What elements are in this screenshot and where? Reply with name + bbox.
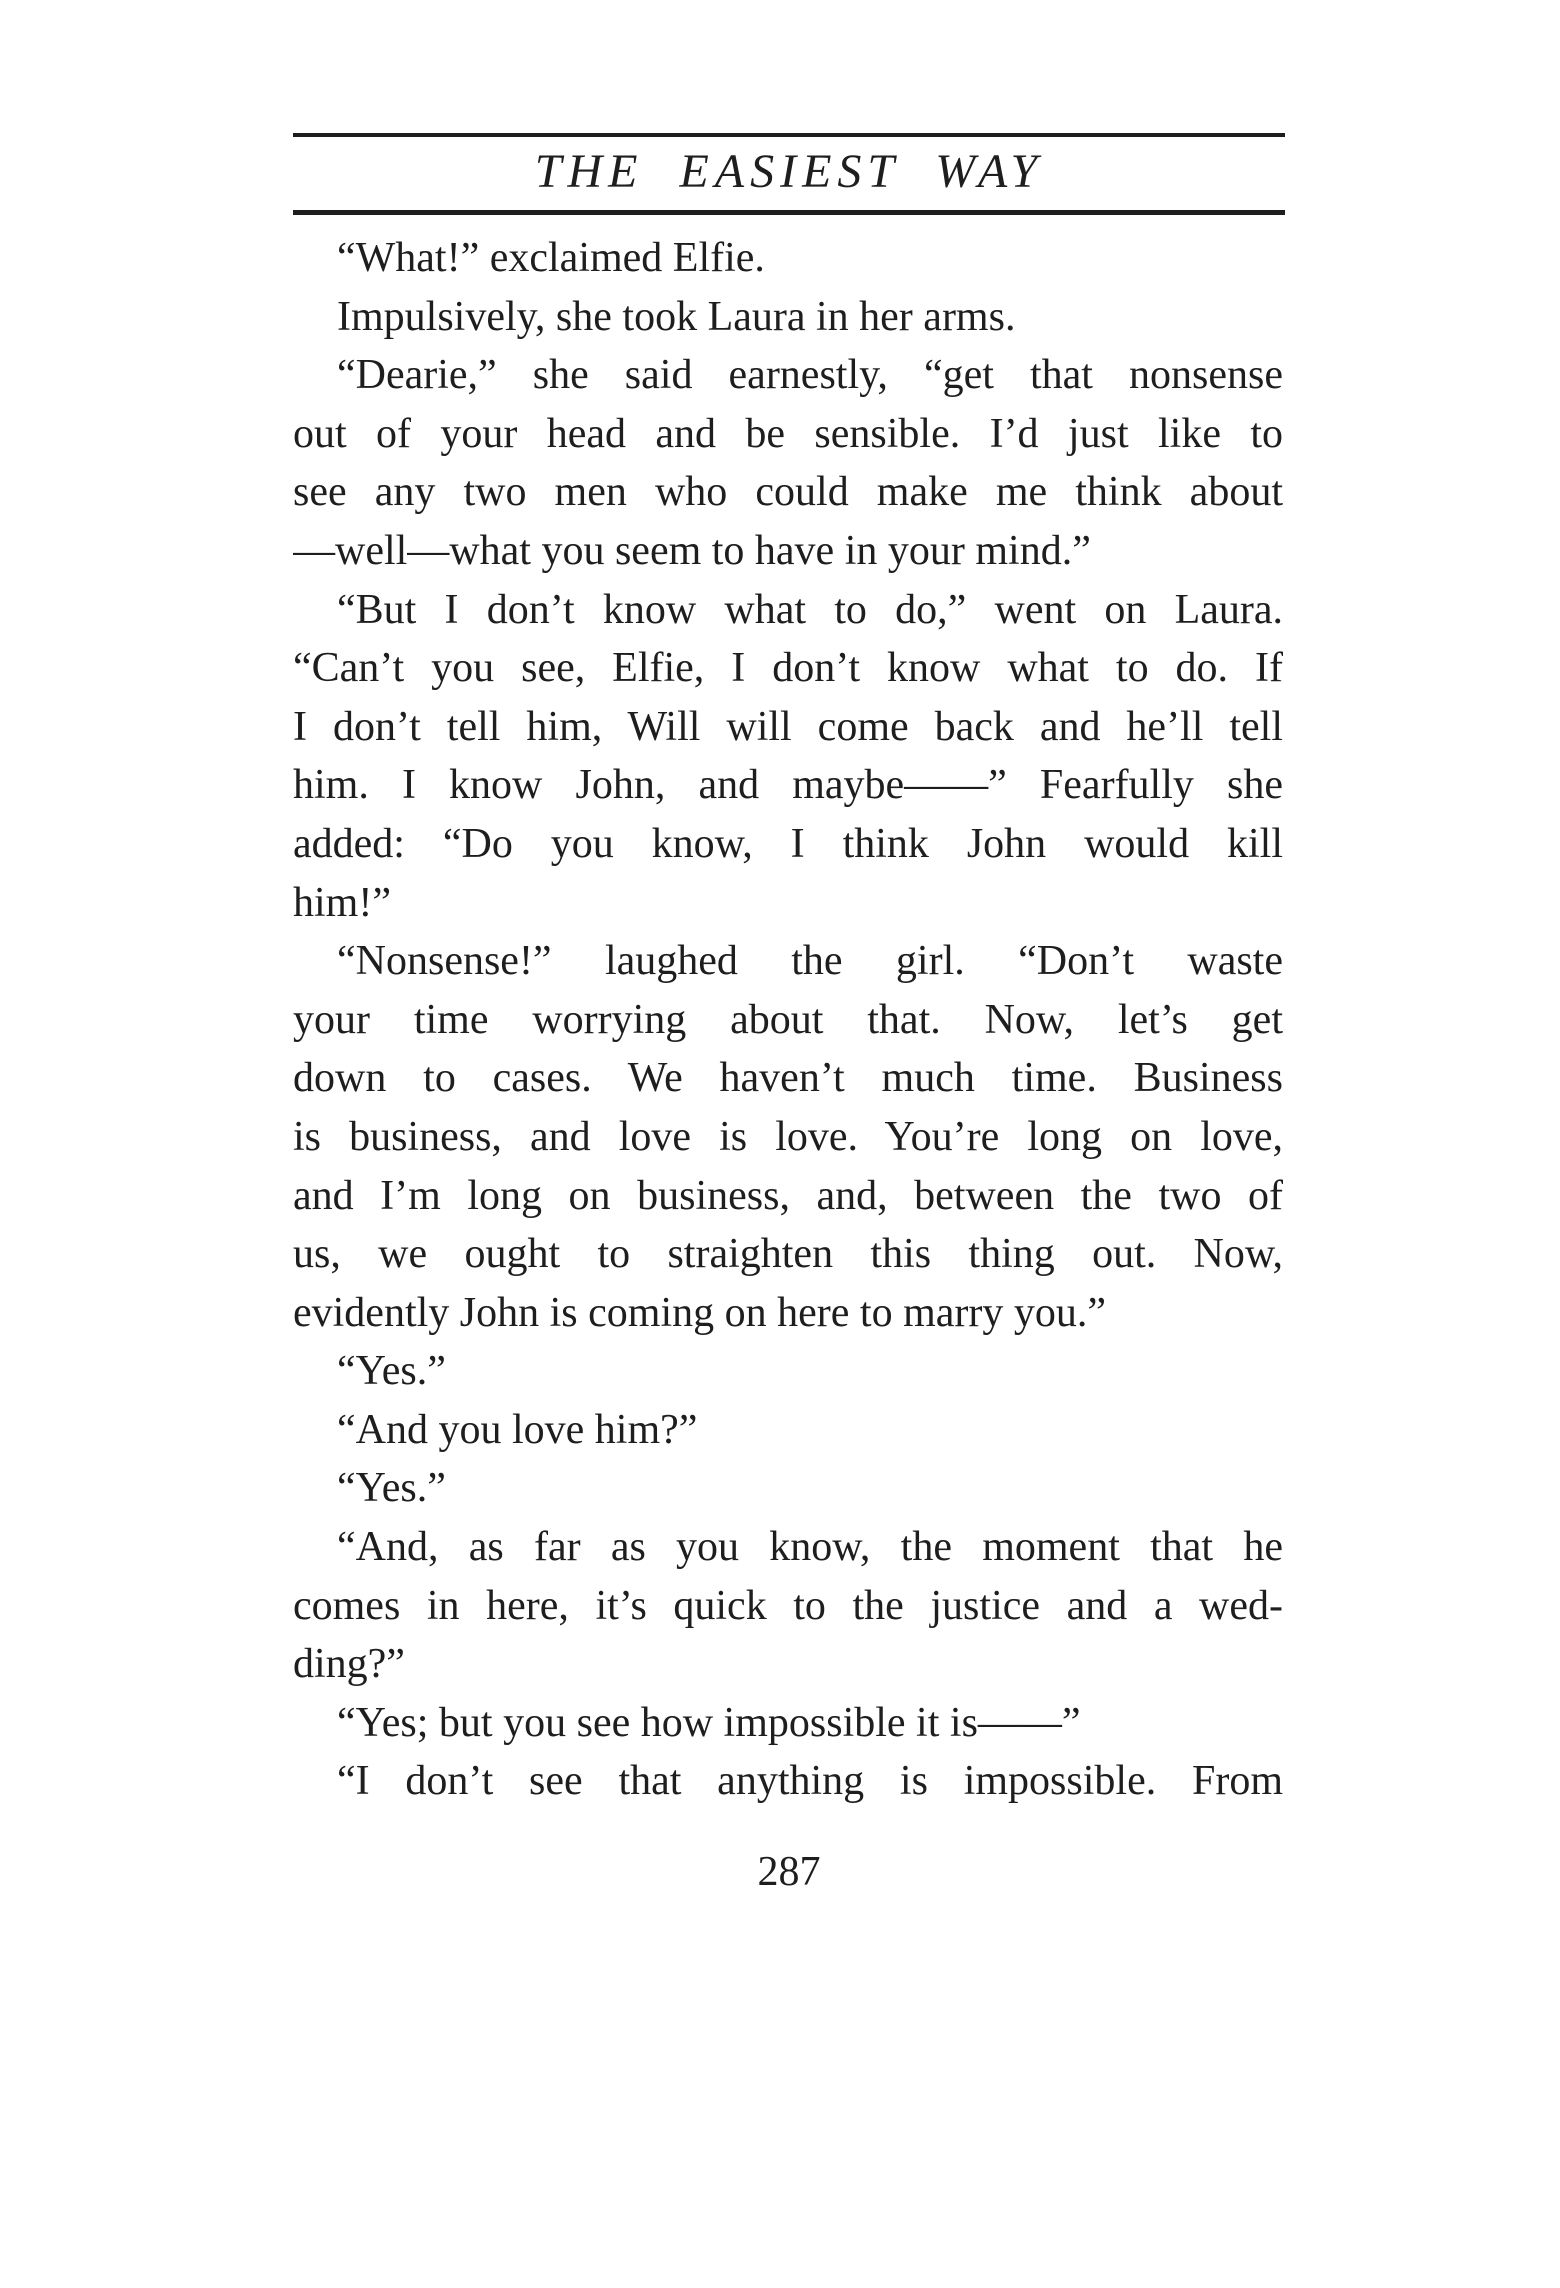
text-line: I don’t tell him, Will will come back and he’ll tell	[293, 703, 1283, 750]
text-line: “And, as far as you know, the moment that he	[337, 1524, 1283, 1571]
text-line: your time worrying about that. Now, let’s get	[293, 996, 1283, 1043]
text-line: “I don’t see that anything is impossible. From	[337, 1758, 1283, 1805]
text-line: is business, and love is love. You’re long on love,	[293, 1113, 1283, 1160]
text-line: him. I know John, and maybe——” Fearfully she	[293, 762, 1283, 809]
header-bottom-rule	[293, 210, 1285, 215]
text-line: added: “Do you know, I think John would kill	[293, 820, 1283, 867]
text-line: “Can’t you see, Elfie, I don’t know what to do. If	[293, 645, 1283, 692]
text-line: comes in here, it’s quick to the justice and a wed-	[293, 1582, 1283, 1629]
text-line: “Yes; but you see how impossible it is——”	[337, 1699, 1081, 1746]
text-line: “Dearie,” she said earnestly, “get that nonsense	[337, 352, 1283, 399]
header-top-rule	[293, 133, 1285, 137]
text-line: “Yes.”	[337, 1465, 446, 1512]
text-line: ding?”	[293, 1641, 405, 1688]
text-line: evidently John is coming on here to marry you.”	[293, 1289, 1106, 1336]
text-line: see any two men who could make me think about	[293, 469, 1283, 516]
running-title: THE EASIEST WAY	[534, 145, 1044, 198]
text-line: us, we ought to straighten this thing out. Now,	[293, 1231, 1283, 1278]
text-line: him!”	[293, 879, 391, 926]
text-line: “Yes.”	[337, 1348, 446, 1395]
page-number: 287	[757, 1849, 821, 1895]
text-line: “What!” exclaimed Elfie.	[337, 235, 765, 281]
body-text	[293, 229, 1283, 1811]
text-line: down to cases. We haven’t much time. Business	[293, 1055, 1283, 1102]
text-line: Impulsively, she took Laura in her arms.	[337, 293, 1016, 340]
text-line: “Nonsense!” laughed the girl. “Don’t waste	[337, 938, 1283, 985]
text-line: “But I don’t know what to do,” went on Laura.	[337, 586, 1283, 633]
text-line: “And you love him?”	[337, 1406, 698, 1453]
text-line: and I’m long on business, and, between the two of	[293, 1172, 1283, 1219]
text-line: out of your head and be sensible. I’d just like to	[293, 410, 1283, 457]
text-line: —well—what you seem to have in your mind.”	[293, 527, 1091, 574]
